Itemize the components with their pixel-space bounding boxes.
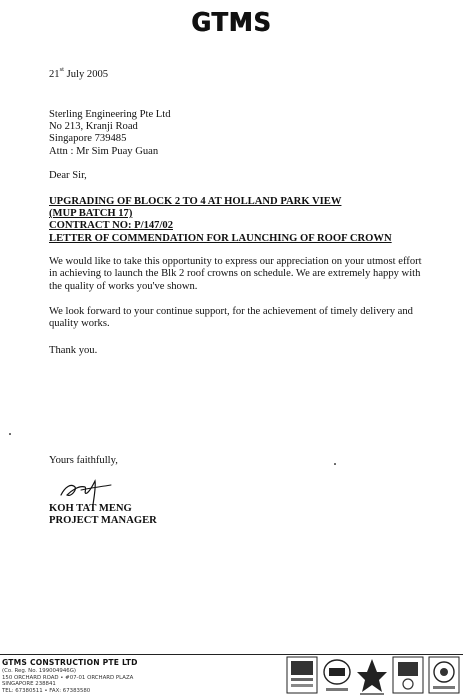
footer-address: 150 ORCHARD ROAD • #07-01 ORCHARD PLAZA	[2, 674, 134, 681]
recipient-attention: Attn : Mr Sim Puay Guan	[49, 145, 159, 157]
subject-purpose: LETTER OF COMMENDATION FOR LAUNCHING OF ROOF CROWN	[49, 232, 392, 244]
thank-you-line: Thank you.	[49, 345, 98, 356]
certification-logo	[322, 656, 352, 696]
footer-company-name: GTMS CONSTRUCTION PTE LTD	[2, 658, 138, 667]
certification-logo	[356, 656, 388, 696]
date-day: 21	[49, 69, 60, 80]
salutation: Dear Sir,	[49, 170, 87, 181]
signer-title: PROJECT MANAGER	[49, 515, 157, 527]
footer-divider	[0, 654, 463, 655]
recipient-city: Singapore 739485	[49, 133, 127, 145]
date-suffix: st	[59, 66, 64, 74]
signer-name: KOH TAT MENG	[49, 503, 132, 514]
certification-logo	[392, 656, 424, 696]
recipient-address	[49, 109, 171, 158]
footer-phone-fax: TEL: 67380511 • FAX: 67383580	[2, 687, 91, 694]
body-paragraph: We look forward to your continue support, for the achievement of timely delivery and quality works.	[49, 306, 413, 330]
certification-logo	[428, 656, 460, 696]
certification-logo	[286, 656, 318, 696]
subject-block	[49, 196, 392, 245]
closing-line: Yours faithfully,	[49, 455, 118, 466]
scan-speck	[334, 463, 336, 465]
subject-batch: (MUP BATCH 17)	[49, 208, 133, 220]
recipient-company: Sterling Engineering Pte Ltd	[49, 109, 171, 120]
subject-contract: CONTRACT NO: P/147/02	[49, 220, 173, 232]
footer-reg-no: (Co. Reg. No. 199004946G)	[2, 668, 76, 674]
letterhead	[0, 8, 463, 38]
body-paragraph: We would like to take this opportunity to express our appreciation on your utmost effort in achieving to launch the Blk 2 roof crowns on schedule. We are extremely happy with the quality of works you've shown.	[49, 256, 422, 292]
letter-date	[49, 66, 109, 81]
certification-logos	[286, 656, 463, 700]
recipient-street: No 213, Kranji Road	[49, 121, 138, 133]
signer-block	[49, 503, 157, 528]
scan-speck	[9, 433, 11, 435]
footer-contact-details	[2, 668, 133, 694]
footer-postcode: SINGAPORE 238841	[2, 681, 56, 688]
subject-project: UPGRADING OF BLOCK 2 TO 4 AT HOLLAND PARK VIEW	[49, 196, 342, 207]
date-month-year: July 2005	[63, 69, 109, 80]
handwritten-signature	[57, 473, 117, 507]
company-logo: GTMS	[191, 8, 272, 38]
